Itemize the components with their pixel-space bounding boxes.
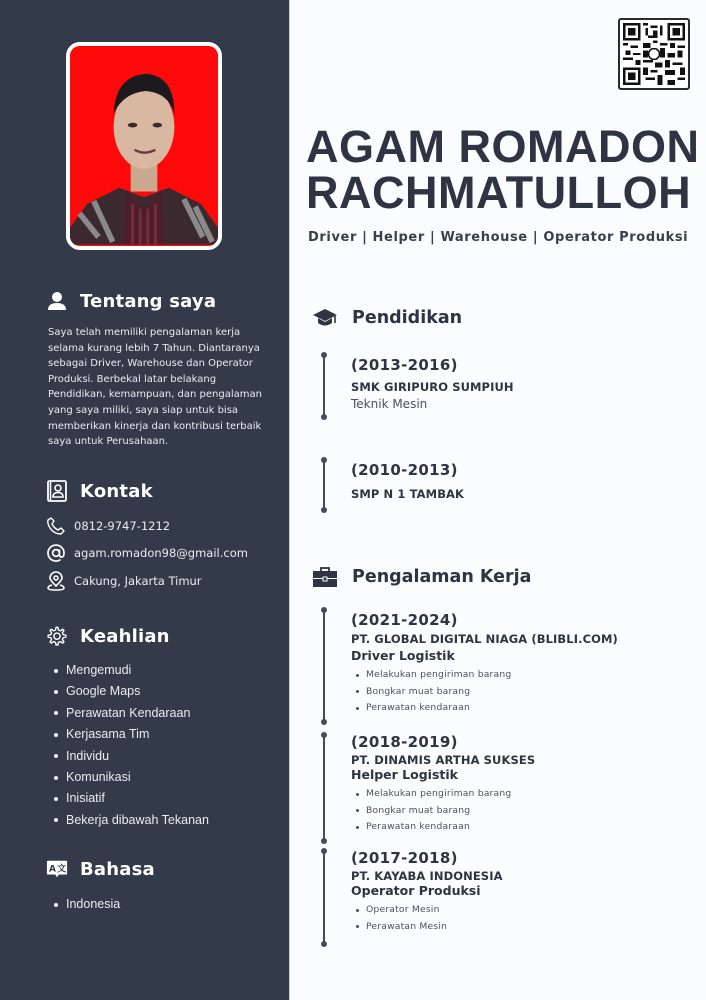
entry-period: (2021-2024)	[351, 611, 458, 629]
briefcase-icon	[312, 566, 338, 588]
languages-list	[54, 894, 120, 915]
portrait-image	[70, 46, 218, 246]
timeline-marker	[321, 607, 327, 725]
company-name: PT. GLOBAL DIGITAL NIAGA (BLIBLI.COM)	[351, 632, 618, 646]
timeline-marker	[321, 352, 327, 420]
education-entry	[351, 461, 691, 501]
about-heading	[46, 290, 216, 312]
candidate-name	[306, 121, 702, 218]
about-title: Tentang saya	[80, 290, 217, 312]
skill-item: Google Maps	[54, 681, 209, 702]
name-line-2: RACHMATULLOH	[306, 167, 692, 218]
experience-title: Pengalaman Kerja	[352, 567, 532, 587]
task-item: Operator Mesin	[356, 902, 691, 919]
entry-period: (2018-2019)	[351, 733, 458, 751]
task-item: Melakukan pengiriman barang	[356, 786, 691, 803]
school-name: SMP N 1 TAMBAK	[351, 487, 465, 501]
contact-email[interactable]	[46, 543, 248, 563]
location-text: Cakung, Jakarta Timur	[74, 574, 202, 588]
timeline-marker	[321, 732, 327, 844]
contact-location	[46, 571, 202, 591]
user-icon	[46, 290, 68, 312]
name-line-1: AGAM ROMADON	[306, 121, 700, 172]
skills-heading	[46, 625, 170, 647]
entry-period: (2010-2013)	[351, 461, 458, 479]
experience-entry	[351, 611, 691, 717]
school-name: SMK GIRIPURO SUMPIUH	[351, 380, 514, 394]
phone-icon	[46, 516, 66, 536]
language-item: Indonesia	[54, 894, 120, 915]
location-pin-icon	[46, 571, 66, 591]
job-role: Driver Logistik	[351, 648, 455, 663]
email-address: agam.romadon98@gmail.com	[74, 546, 248, 560]
experience-entry	[351, 733, 691, 836]
about-text: Saya telah memiliki pengalaman kerja selama kurang lebih 7 Tahun. Diantaranya sebagai Driver, Warehouse dan Operator Produksi. Berbekal latar belakang Pendidikan, kemampuan, dan pengalaman yang saya miliki, saya siap untuk bisa memberikan kinerja dan kontribusi terbaik saya untuk Perusahaan.	[48, 327, 262, 448]
education-heading	[312, 307, 462, 329]
contact-book-icon	[46, 480, 68, 502]
skills-title: Keahlian	[80, 625, 170, 647]
contact-title: Kontak	[80, 480, 153, 502]
graduation-cap-icon	[312, 307, 338, 329]
skill-item: Individu	[54, 746, 209, 767]
languages-heading	[46, 858, 155, 880]
at-sign-icon	[46, 543, 66, 563]
sidebar	[0, 0, 289, 1000]
profile-photo	[66, 42, 222, 250]
gear-icon	[46, 625, 68, 647]
task-item: Perawatan Mesin	[356, 919, 691, 936]
education-entry	[351, 356, 691, 411]
translate-icon	[46, 858, 68, 880]
task-item: Bongkar muat barang	[356, 803, 691, 820]
contact-heading	[46, 480, 153, 502]
task-item: Perawatan kendaraan	[356, 819, 691, 836]
task-item: Bongkar muat barang	[356, 684, 691, 701]
skill-item: Perawatan Kendaraan	[54, 703, 209, 724]
experience-heading	[312, 566, 531, 588]
skill-item: Inisiatif	[54, 788, 209, 809]
company-name: PT. DINAMIS ARTHA SUKSES	[351, 753, 536, 767]
skill-item: Komunikasi	[54, 767, 209, 788]
contact-phone[interactable]	[46, 516, 170, 536]
task-list	[356, 786, 691, 836]
job-role: Operator Produksi	[351, 883, 481, 898]
svg-text:A: A	[48, 863, 57, 875]
skills-list	[54, 660, 209, 831]
svg-text:文: 文	[57, 863, 67, 875]
school-major: Teknik Mesin	[351, 397, 428, 411]
task-list	[356, 902, 691, 935]
skill-item: Bekerja dibawah Tekanan	[54, 810, 209, 831]
task-item: Melakukan pengiriman barang	[356, 667, 691, 684]
main-panel	[290, 0, 706, 1000]
task-list	[356, 667, 691, 717]
entry-period: (2013-2016)	[351, 356, 458, 374]
entry-period: (2017-2018)	[351, 849, 458, 867]
company-name: PT. KAYABA INDONESIA	[351, 869, 503, 883]
timeline-marker	[321, 848, 327, 947]
education-title: Pendidikan	[352, 308, 463, 328]
experience-entry	[351, 849, 691, 935]
qr-code-icon[interactable]	[618, 18, 690, 90]
skill-item: Mengemudi	[54, 660, 209, 681]
phone-number: 0812-9747-1212	[74, 519, 171, 533]
timeline-marker	[321, 457, 327, 513]
task-item: Perawatan kendaraan	[356, 700, 691, 717]
role-summary: Driver | Helper | Warehouse | Operator Produksi	[308, 230, 689, 245]
languages-title: Bahasa	[80, 858, 155, 880]
skill-item: Kerjasama Tim	[54, 724, 209, 745]
job-role: Helper Logistik	[351, 767, 458, 782]
